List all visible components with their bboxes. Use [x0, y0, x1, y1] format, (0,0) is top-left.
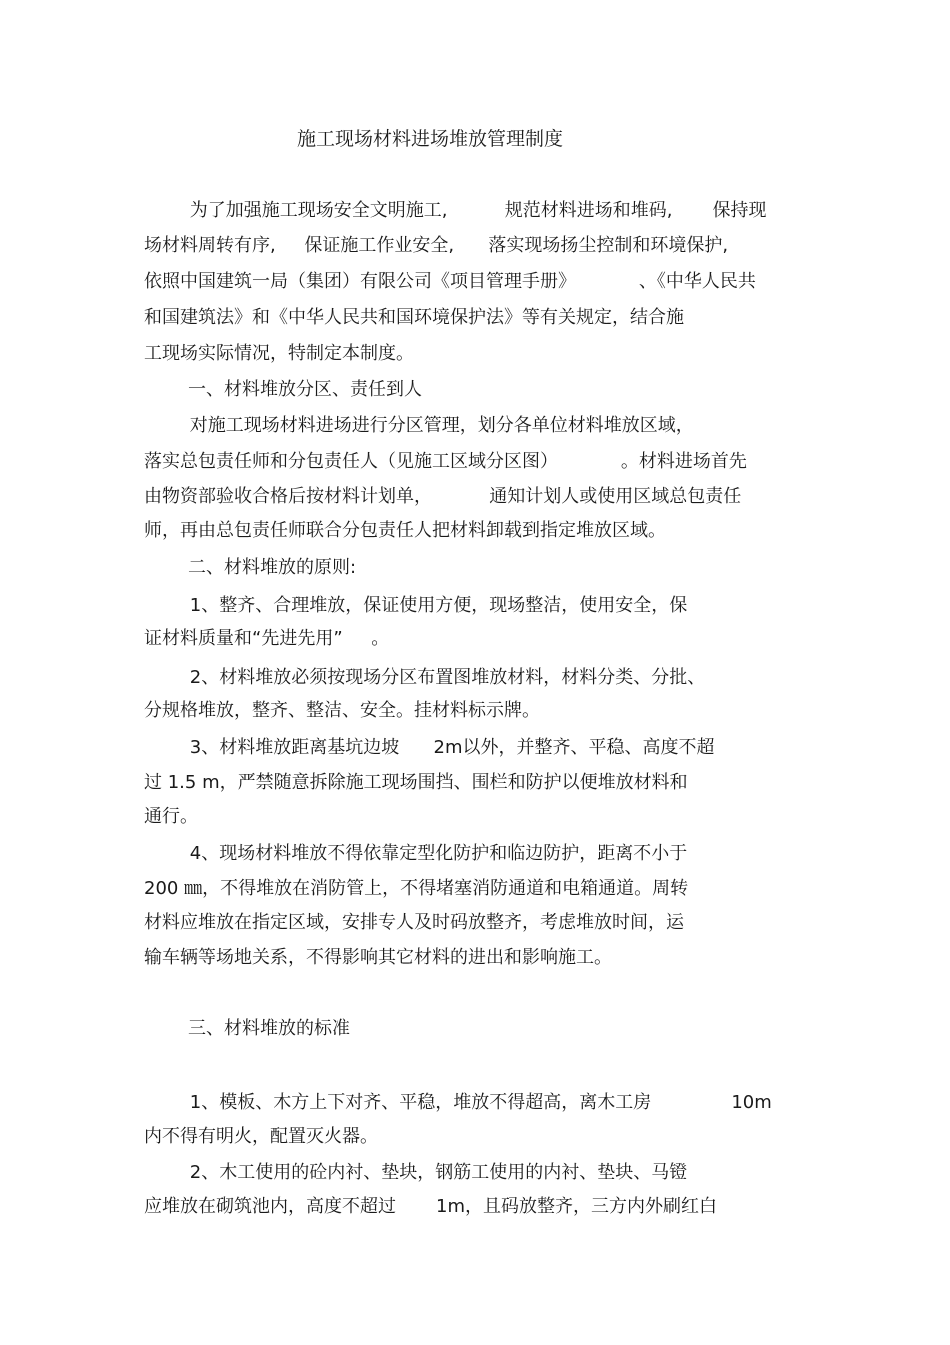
list-item-line: 1、模板、木方上下对齐、平稳，堆放不得超高，离木工房 10m [144, 1092, 772, 1113]
list-item-line: 通行。 [144, 806, 198, 827]
list-item-line: 应堆放在砌筑池内，高度不超过 1m，且码放整齐，三方内外刷红白 [144, 1196, 718, 1217]
list-item-line: 内不得有明火，配置灭火器。 [144, 1126, 378, 1147]
list-item-line: 2、木工使用的砼内衬、垫块，钢筋工使用的内衬、垫块、马镫 [144, 1162, 688, 1183]
list-item-line: 材料应堆放在指定区域，安排专人及时码放整齐，考虑堆放时间，运 [144, 912, 684, 933]
list-item-line: 3、材料堆放距离基坑边坡 2m以外，并整齐、平稳、高度不超 [144, 737, 715, 758]
list-item-line: 4、现场材料堆放不得依靠定型化防护和临边防护，距离不小于 [144, 843, 688, 864]
paragraph-line: 师，再由总包责任师联合分包责任人把材料卸载到指定堆放区域。 [144, 520, 666, 541]
intro-line: 和国建筑法》和《中华人民共和国环境保护法》等有关规定，结合施 [144, 307, 684, 328]
paragraph-line: 对施工现场材料进场进行分区管理，划分各单位材料堆放区域， [144, 415, 694, 436]
section-heading: 三、材料堆放的标准 [188, 1018, 350, 1039]
section-heading: 一、材料堆放分区、责任到人 [188, 379, 422, 400]
section-heading: 二、材料堆放的原则: [188, 557, 357, 578]
intro-line: 工现场实际情况，特制定本制度。 [144, 343, 414, 364]
intro-line: 为了加强施工现场安全文明施工, 规范材料进场和堆码, 保持现 [144, 200, 767, 221]
paragraph-line: 落实总包责任师和分包责任人（见施工区域分区图） 。材料进场首先 [144, 451, 747, 472]
list-item-line: 分规格堆放，整齐、整洁、安全。挂材料标示牌。 [144, 700, 540, 721]
list-item-line: 过 1.5 m，严禁随意拆除施工现场围挡、围栏和防护以便堆放材料和 [144, 772, 688, 793]
list-item-line: 证材料质量和“先进先用” 。 [144, 628, 390, 649]
list-item-line: 1、整齐、合理堆放，保证使用方便，现场整洁，使用安全，保 [144, 595, 688, 616]
list-item-line: 输车辆等场地关系，不得影响其它材料的进出和影响施工。 [144, 947, 612, 968]
intro-line: 场材料周转有序, 保证施工作业安全, 落实现场扬尘控制和环境保护, [144, 235, 729, 256]
document-title: 施工现场材料进场堆放管理制度 [297, 128, 564, 150]
list-item-line: 2、材料堆放必须按现场分区布置图堆放材料，材料分类、分批、 [144, 667, 706, 688]
intro-line: 依照中国建筑一局（集团）有限公司《项目管理手册》 、《中华人民共 [144, 271, 756, 292]
list-item-line: 200 ㎜，不得堆放在消防管上，不得堵塞消防通道和电箱通道。周转 [144, 878, 689, 899]
paragraph-line: 由物资部验收合格后按材料计划单， 通知计划人或使用区域总包责任 [144, 486, 742, 507]
